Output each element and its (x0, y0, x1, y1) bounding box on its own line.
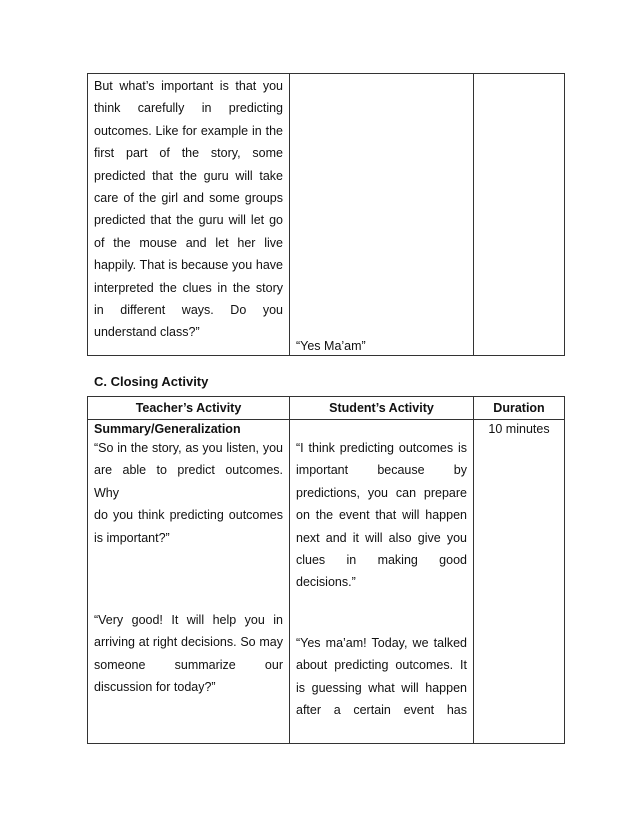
text-line: think carefully in predicting (94, 101, 283, 116)
header-student-activity: Student’s Activity (290, 397, 474, 420)
subheading: Summary/Generalization (94, 422, 241, 436)
table-row (88, 420, 565, 744)
teacher-activity-cell (88, 74, 290, 356)
text-line: in different ways. Do you (94, 303, 283, 318)
duration-value: 10 minutes (488, 422, 550, 436)
text-line: of the mouse and let her live (94, 235, 283, 250)
section-heading: C. Closing Activity (94, 374, 209, 389)
text-line: someone summarize our (94, 657, 283, 672)
text-line: “Yes ma’am! Today, we talked (296, 635, 467, 650)
text-line: “Very good! It will help you in (94, 613, 283, 628)
text-line: outcomes. Like for example in the (94, 123, 283, 138)
header-teacher-activity: Teacher’s Activity (88, 397, 290, 420)
student-activity-cell (290, 74, 474, 356)
text-line: next and it will also give you (296, 530, 467, 545)
text-line: predicted that the guru will take (94, 168, 283, 183)
text-line: are able to predict outcomes. Why (94, 463, 283, 500)
student-activity-cell (290, 420, 474, 744)
text-line: after a certain event has (296, 703, 467, 718)
text-line: decisions.” (296, 575, 356, 590)
student-reply: “Yes Ma’am” (296, 339, 366, 353)
text-line: predictions, you can prepare (296, 485, 467, 500)
text-line: But what’s important is that you (94, 79, 283, 93)
closing-activity-table (87, 396, 565, 744)
text-line: arriving at right decisions. So may (94, 635, 283, 650)
text-line: discussion for today?” (94, 680, 216, 695)
text-line: “I think predicting outcomes is (296, 441, 467, 455)
text-line: is guessing what will happen (296, 680, 467, 695)
duration-cell (474, 74, 565, 356)
duration-cell (474, 420, 565, 744)
text-line: “So in the story, as you listen, you (94, 441, 283, 455)
teacher-activity-cell (88, 420, 290, 744)
text-line: do you think predicting outcomes (94, 508, 283, 523)
text-line: understand class?” (94, 325, 200, 340)
text-line: predicted that the guru will let go (94, 213, 283, 228)
text-line: clues in making good (296, 553, 467, 568)
text-line: happily. That is because you have (94, 258, 283, 273)
text-line: about predicting outcomes. It (296, 658, 467, 673)
table-header-row (88, 397, 565, 420)
text-line: important because by (296, 463, 467, 478)
text-line: interpreted the clues in the story (94, 280, 283, 295)
text-line: first part of the story, some (94, 146, 283, 161)
text-line: on the event that will happen (296, 508, 467, 523)
header-duration: Duration (474, 397, 565, 420)
text-line: is important?” (94, 530, 170, 545)
text-line: care of the girl and some groups (94, 191, 283, 206)
lesson-table-continued (87, 73, 565, 356)
